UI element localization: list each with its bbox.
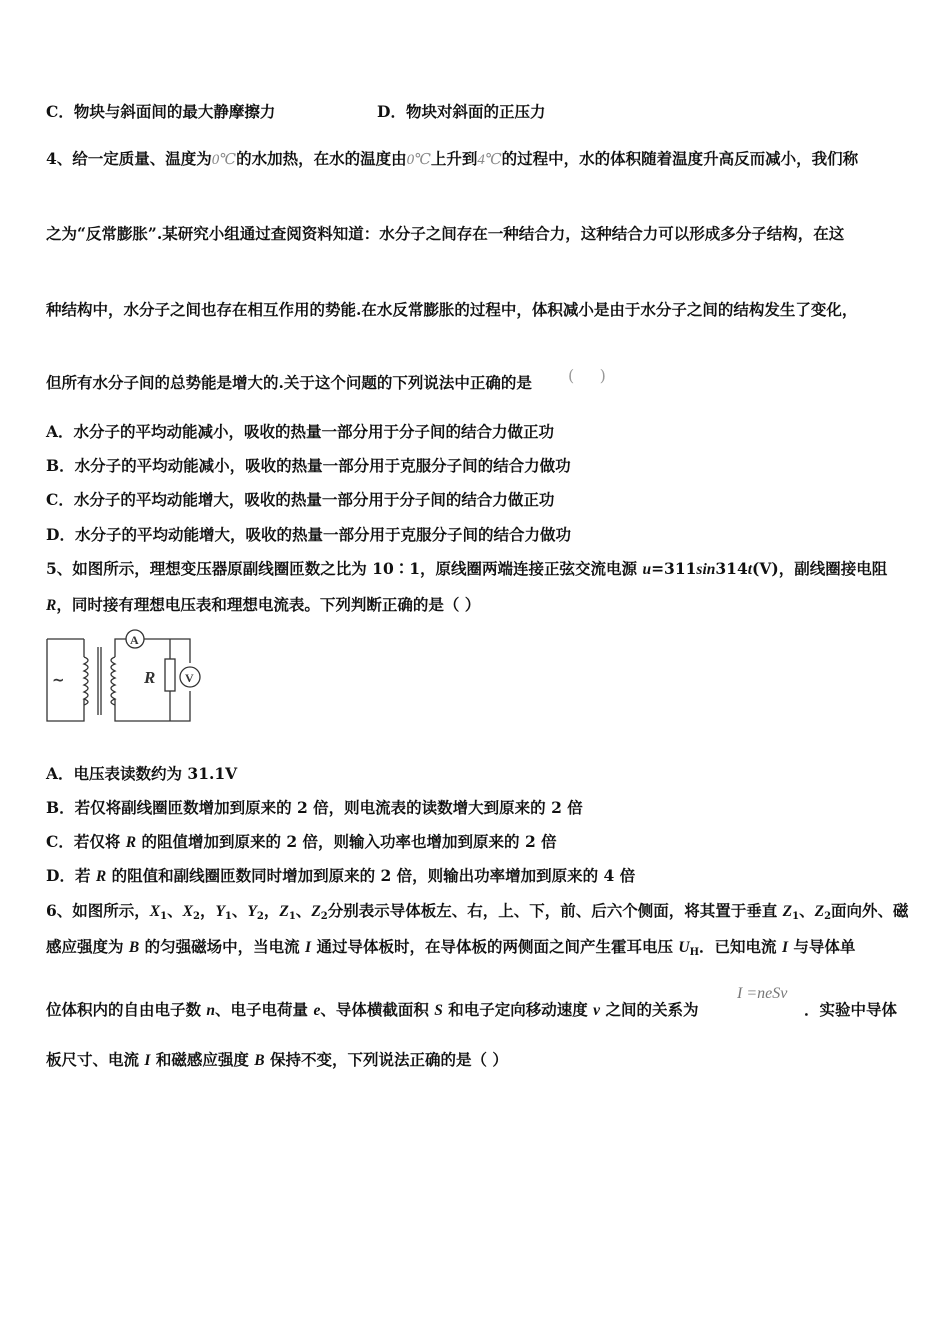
question-6-line-3 (46, 999, 698, 1022)
text: 6、如图所示， (46, 901, 150, 920)
text: 5、如图所示，理想变压器原副线圈匝数之比为 10∶1，原线圈两端连接正弦交流电源 (46, 559, 643, 578)
resistor-label: R (144, 668, 156, 687)
sub: 1 (224, 911, 232, 922)
var-R: R (125, 834, 137, 851)
var-Z: Z (782, 903, 793, 920)
q5-option-d (46, 865, 635, 888)
text: 、电子电荷量 (215, 1000, 314, 1019)
sub: 2 (256, 911, 264, 922)
ammeter-label: A (130, 633, 139, 647)
sub: H (689, 947, 700, 958)
var-v: v (593, 1002, 601, 1019)
question-4-line-4: 但所有水分子间的总势能是增大的.关于这个问题的下列说法中正确的是 (46, 373, 532, 392)
var-R: R (95, 868, 107, 885)
question-4-line-1 (46, 148, 858, 171)
text: 板尺寸、电流 (46, 1050, 145, 1069)
var-U: U (678, 939, 690, 956)
text: 感应强度为 (46, 937, 129, 956)
question-6-line-4 (46, 1049, 508, 1072)
question-6-line-1 (46, 900, 909, 928)
question-4-line-2: 之为“反常膨胀”.某研究小组通过查阅资料知道：水分子之间存在一种结合力，这种结合力可以形成多分子结构，在这 (46, 224, 845, 243)
var-I: I (305, 939, 312, 956)
sub: 1 (160, 911, 168, 922)
option-d: D．物块对斜面的正压力 (377, 102, 546, 121)
text: 位体积内的自由电子数 (46, 1000, 207, 1019)
var-R: R (46, 597, 57, 614)
text: ．已知电流 (699, 937, 782, 956)
temperature-0: 0℃ (211, 152, 237, 168)
text: ，同时接有理想电压表和理想电流表。下列判断正确的是（ ） (56, 595, 481, 614)
var-n: n (206, 1002, 216, 1019)
sep: 、 (799, 901, 815, 920)
var-t: t (747, 561, 753, 578)
q4-option-c: C．水分子的平均动能增大，吸收的热量一部分用于分子间的结合力做正功 (46, 490, 555, 509)
text: 保持不变，下列说法正确的是（ ） (264, 1050, 508, 1069)
question-6-line-3-tail: ．实验中导体 (804, 1000, 898, 1019)
text: D．若 (46, 866, 96, 885)
var-I: I (781, 939, 788, 956)
var-Z: Z (311, 903, 321, 920)
var-Y: Y (215, 903, 225, 920)
q5-option-b: B．若仅将副线圈匝数增加到原来的 2 倍，则电流表的读数增大到原来的 2 倍 (46, 798, 583, 817)
text: 之间的关系为 (600, 1000, 699, 1019)
text: 的水加热，在水的温度由 (236, 149, 407, 168)
voltmeter-label: V (185, 671, 194, 685)
question-4-line-3: 种结构中，水分子之间也存在相互作用的势能.在水反常膨胀的过程中，体积减小是由于水分子之间的结构发生了变化， (46, 300, 858, 319)
var-X: X (149, 903, 161, 920)
sep: ， (263, 901, 280, 920)
sin: sin (696, 561, 716, 578)
sub: 1 (792, 911, 800, 922)
option-c: C．物块与斜面间的最大静摩擦力 (46, 102, 276, 121)
sub: 1 (288, 911, 296, 922)
q5-option-c (46, 831, 557, 854)
sep: 、 (295, 901, 312, 920)
text: 与导体单 (788, 937, 856, 956)
hall-current-formula: I =neSv (737, 985, 788, 1002)
temperature-4: 4℃ (477, 152, 502, 168)
transformer-circuit-diagram (42, 625, 212, 729)
text: 4、给一定质量、温度为 (46, 149, 212, 168)
text: 、导体横截面积 (320, 1000, 435, 1019)
q4-option-d: D．水分子的平均动能增大，吸收的热量一部分用于克服分子间的结合力做功 (46, 525, 571, 544)
text: 面向外、磁 (831, 901, 909, 920)
var-X: X (182, 903, 193, 920)
sep: 、 (167, 901, 183, 920)
text: 的阻值增加到原来的 2 倍，则输入功率也增加到原来的 2 倍 (136, 832, 557, 851)
var-Z: Z (814, 903, 825, 920)
text: 和电子定向移动速度 (442, 1000, 594, 1019)
answer-blank: ( ) (568, 366, 606, 385)
text: 的阻值和副线圈匝数同时增加到原来的 2 倍，则输出功率增加到原来的 4 倍 (106, 866, 636, 885)
var-B: B (254, 1052, 265, 1069)
var-S: S (434, 1002, 443, 1019)
var-Z: Z (279, 903, 289, 920)
text: 和磁感应强度 (150, 1050, 255, 1069)
text: 分别表示导体板左、右，上、下，前、后六个侧面，将其置于垂直 (327, 901, 783, 920)
var-I: I (144, 1052, 151, 1069)
text: C．若仅将 (46, 832, 126, 851)
q5-option-a: A．电压表读数约为 31.1V (46, 764, 238, 783)
q4-option-a: A．水分子的平均动能减小，吸收的热量一部分用于分子间的结合力做正功 (46, 422, 555, 441)
sep: 、 (231, 901, 248, 920)
var-Y: Y (247, 903, 257, 920)
text: 通过导体板时，在导体板的两侧面之间产生霍耳电压 (311, 937, 679, 956)
text: =311 (651, 559, 697, 578)
ac-source-symbol: ~ (52, 671, 65, 689)
var-u: u (642, 561, 652, 578)
question-5-line-1 (46, 558, 887, 581)
text: (V)，副线圈接电阻 (752, 559, 888, 578)
sub: 2 (192, 911, 200, 922)
text: 上升到 (430, 149, 478, 168)
sub: 2 (824, 911, 832, 922)
text: 314 (715, 559, 748, 578)
var-e: e (313, 1002, 321, 1019)
sub: 2 (320, 911, 328, 922)
question-6-line-2 (46, 936, 855, 964)
q4-option-b: B．水分子的平均动能减小，吸收的热量一部分用于克服分子间的结合力做功 (46, 456, 571, 475)
text: 的过程中，水的体积随着温度升高反而减小，我们称 (501, 149, 859, 168)
temperature-0b: 0℃ (406, 152, 431, 168)
sep: ， (199, 901, 216, 920)
var-B: B (128, 939, 140, 956)
text: 的匀强磁场中，当电流 (139, 937, 306, 956)
question-5-line-2 (46, 594, 480, 617)
